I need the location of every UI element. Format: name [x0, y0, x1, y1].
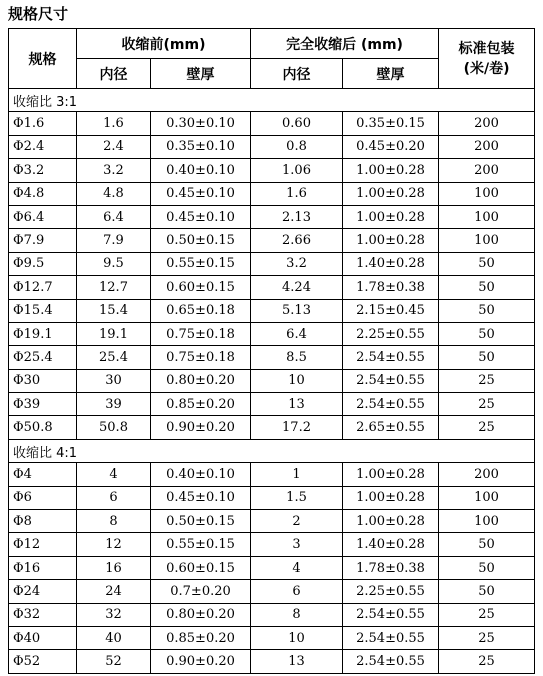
cell-after-id: 1.5: [251, 486, 343, 509]
cell-before-wall: 0.80±0.20: [151, 603, 251, 626]
cell-after-wall: 0.45±0.20: [343, 135, 439, 158]
cell-after-id: 2.66: [251, 229, 343, 252]
cell-after-id: 10: [251, 369, 343, 392]
cell-after-wall: 2.25±0.55: [343, 580, 439, 603]
cell-before-id: 3.2: [77, 159, 151, 182]
cell-spec: Φ52: [9, 650, 77, 673]
cell-before-id: 9.5: [77, 252, 151, 275]
header-spec: 规格: [9, 29, 77, 89]
cell-after-wall: 2.54±0.55: [343, 346, 439, 369]
cell-before-wall: 0.55±0.15: [151, 533, 251, 556]
section-label: 收缩比 3:1: [9, 89, 535, 112]
table-body: [9, 89, 535, 674]
cell-after-id: 6: [251, 580, 343, 603]
cell-before-wall: 0.45±0.10: [151, 486, 251, 509]
cell-spec: Φ25.4: [9, 346, 77, 369]
cell-pack: 25: [439, 650, 535, 673]
header-standard-pack: [439, 29, 535, 89]
table-row: [9, 322, 535, 345]
cell-after-id: 13: [251, 650, 343, 673]
cell-after-wall: 2.54±0.55: [343, 369, 439, 392]
cell-after-wall: 1.00±0.28: [343, 159, 439, 182]
cell-before-wall: 0.85±0.20: [151, 626, 251, 649]
cell-before-id: 39: [77, 393, 151, 416]
section-label: 收缩比 4:1: [9, 439, 535, 462]
cell-before-id: 15.4: [77, 299, 151, 322]
cell-pack: 50: [439, 346, 535, 369]
table-row: [9, 393, 535, 416]
table-row: [9, 510, 535, 533]
cell-after-wall: 2.25±0.55: [343, 322, 439, 345]
cell-after-wall: 1.00±0.28: [343, 229, 439, 252]
cell-after-wall: 1.00±0.28: [343, 510, 439, 533]
cell-after-wall: 2.65±0.55: [343, 416, 439, 439]
section-row: [9, 89, 535, 112]
table-row: [9, 229, 535, 252]
table-row: [9, 159, 535, 182]
cell-before-wall: 0.55±0.15: [151, 252, 251, 275]
table-row: [9, 603, 535, 626]
cell-after-id: 1.6: [251, 182, 343, 205]
cell-after-wall: 1.00±0.28: [343, 486, 439, 509]
table-row: [9, 252, 535, 275]
cell-after-wall: 0.35±0.15: [343, 112, 439, 135]
cell-pack: 50: [439, 580, 535, 603]
cell-after-id: 10: [251, 626, 343, 649]
page-title: 规格尺寸: [8, 5, 69, 23]
cell-pack: 25: [439, 393, 535, 416]
cell-spec: Φ8: [9, 510, 77, 533]
header-pack-line1: 标准包装: [458, 40, 515, 57]
cell-after-id: 4.24: [251, 276, 343, 299]
header-after-wall: 壁厚: [343, 59, 439, 89]
cell-after-id: 2: [251, 510, 343, 533]
table-row: [9, 580, 535, 603]
table-row: [9, 112, 535, 135]
cell-before-wall: 0.35±0.10: [151, 135, 251, 158]
cell-before-id: 4: [77, 463, 151, 486]
cell-spec: Φ6.4: [9, 205, 77, 228]
table-row: [9, 205, 535, 228]
cell-pack: 100: [439, 486, 535, 509]
cell-before-wall: 0.85±0.20: [151, 393, 251, 416]
cell-after-id: 6.4: [251, 322, 343, 345]
cell-before-wall: 0.30±0.10: [151, 112, 251, 135]
cell-before-id: 24: [77, 580, 151, 603]
spec-table: [8, 28, 535, 674]
cell-spec: Φ4: [9, 463, 77, 486]
cell-before-id: 6: [77, 486, 151, 509]
cell-before-id: 50.8: [77, 416, 151, 439]
section-row: [9, 439, 535, 462]
cell-after-wall: 1.00±0.28: [343, 182, 439, 205]
header-after-shrink: 完全收缩后 (mm): [251, 29, 439, 59]
cell-before-wall: 0.75±0.18: [151, 346, 251, 369]
cell-before-id: 16: [77, 556, 151, 579]
cell-spec: Φ1.6: [9, 112, 77, 135]
cell-pack: 200: [439, 463, 535, 486]
cell-before-wall: 0.7±0.20: [151, 580, 251, 603]
cell-before-wall: 0.50±0.15: [151, 229, 251, 252]
cell-before-id: 6.4: [77, 205, 151, 228]
cell-before-wall: 0.40±0.10: [151, 159, 251, 182]
cell-pack: 200: [439, 112, 535, 135]
cell-spec: Φ3.2: [9, 159, 77, 182]
cell-after-wall: 1.78±0.38: [343, 276, 439, 299]
cell-after-wall: 2.54±0.55: [343, 603, 439, 626]
cell-pack: 50: [439, 276, 535, 299]
table-row: [9, 416, 535, 439]
cell-before-id: 30: [77, 369, 151, 392]
cell-before-wall: 0.65±0.18: [151, 299, 251, 322]
cell-pack: 100: [439, 229, 535, 252]
cell-pack: 200: [439, 135, 535, 158]
cell-pack: 25: [439, 369, 535, 392]
cell-after-id: 4: [251, 556, 343, 579]
cell-pack: 50: [439, 556, 535, 579]
header-pack-line2: (米/卷): [463, 60, 510, 77]
cell-after-wall: 2.54±0.55: [343, 626, 439, 649]
cell-before-id: 52: [77, 650, 151, 673]
cell-before-wall: 0.50±0.15: [151, 510, 251, 533]
cell-after-id: 8: [251, 603, 343, 626]
cell-after-id: 17.2: [251, 416, 343, 439]
cell-before-id: 12: [77, 533, 151, 556]
cell-spec: Φ12.7: [9, 276, 77, 299]
cell-after-id: 1: [251, 463, 343, 486]
table-row: [9, 299, 535, 322]
cell-pack: 50: [439, 299, 535, 322]
cell-pack: 100: [439, 510, 535, 533]
cell-before-id: 12.7: [77, 276, 151, 299]
table-row: [9, 650, 535, 673]
table-row: [9, 533, 535, 556]
cell-spec: Φ50.8: [9, 416, 77, 439]
cell-pack: 100: [439, 205, 535, 228]
table-header: [9, 29, 535, 89]
cell-spec: Φ9.5: [9, 252, 77, 275]
header-before-shrink: 收缩前(mm): [77, 29, 251, 59]
cell-before-id: 7.9: [77, 229, 151, 252]
cell-before-id: 4.8: [77, 182, 151, 205]
cell-before-wall: 0.40±0.10: [151, 463, 251, 486]
cell-spec: Φ6: [9, 486, 77, 509]
header-before-wall: 壁厚: [151, 59, 251, 89]
cell-pack: 25: [439, 416, 535, 439]
table-row: [9, 463, 535, 486]
cell-before-wall: 0.60±0.15: [151, 556, 251, 579]
cell-before-wall: 0.60±0.15: [151, 276, 251, 299]
cell-after-id: 3: [251, 533, 343, 556]
cell-after-wall: 1.40±0.28: [343, 533, 439, 556]
cell-before-wall: 0.45±0.10: [151, 205, 251, 228]
cell-before-id: 40: [77, 626, 151, 649]
cell-after-wall: 2.15±0.45: [343, 299, 439, 322]
cell-before-id: 25.4: [77, 346, 151, 369]
cell-before-wall: 0.75±0.18: [151, 322, 251, 345]
table-row: [9, 182, 535, 205]
table-row: [9, 556, 535, 579]
cell-pack: 25: [439, 626, 535, 649]
cell-spec: Φ24: [9, 580, 77, 603]
cell-pack: 50: [439, 533, 535, 556]
cell-before-wall: 0.45±0.10: [151, 182, 251, 205]
cell-after-wall: 1.00±0.28: [343, 205, 439, 228]
cell-pack: 25: [439, 603, 535, 626]
cell-after-wall: 2.54±0.55: [343, 393, 439, 416]
cell-after-id: 1.06: [251, 159, 343, 182]
cell-spec: Φ15.4: [9, 299, 77, 322]
cell-after-id: 0.60: [251, 112, 343, 135]
cell-after-wall: 1.00±0.28: [343, 463, 439, 486]
cell-after-id: 0.8: [251, 135, 343, 158]
cell-before-wall: 0.90±0.20: [151, 650, 251, 673]
table-row: [9, 626, 535, 649]
cell-pack: 100: [439, 182, 535, 205]
cell-spec: Φ2.4: [9, 135, 77, 158]
header-after-id: 内径: [251, 59, 343, 89]
cell-after-id: 5.13: [251, 299, 343, 322]
cell-before-wall: 0.80±0.20: [151, 369, 251, 392]
cell-spec: Φ39: [9, 393, 77, 416]
cell-after-wall: 1.78±0.38: [343, 556, 439, 579]
cell-spec: Φ12: [9, 533, 77, 556]
cell-spec: Φ30: [9, 369, 77, 392]
cell-pack: 200: [439, 159, 535, 182]
cell-before-wall: 0.90±0.20: [151, 416, 251, 439]
cell-after-id: 2.13: [251, 205, 343, 228]
cell-before-id: 32: [77, 603, 151, 626]
cell-before-id: 2.4: [77, 135, 151, 158]
cell-spec: Φ16: [9, 556, 77, 579]
cell-pack: 50: [439, 252, 535, 275]
cell-spec: Φ40: [9, 626, 77, 649]
header-before-id: 内径: [77, 59, 151, 89]
table-row: [9, 135, 535, 158]
cell-before-id: 8: [77, 510, 151, 533]
cell-after-id: 13: [251, 393, 343, 416]
cell-spec: Φ19.1: [9, 322, 77, 345]
cell-before-id: 19.1: [77, 322, 151, 345]
cell-spec: Φ32: [9, 603, 77, 626]
cell-spec: Φ4.8: [9, 182, 77, 205]
cell-after-wall: 1.40±0.28: [343, 252, 439, 275]
cell-after-id: 3.2: [251, 252, 343, 275]
table-row: [9, 486, 535, 509]
cell-spec: Φ7.9: [9, 229, 77, 252]
cell-before-id: 1.6: [77, 112, 151, 135]
cell-after-id: 8.5: [251, 346, 343, 369]
cell-pack: 50: [439, 322, 535, 345]
cell-after-wall: 2.54±0.55: [343, 650, 439, 673]
table-row: [9, 346, 535, 369]
table-row: [9, 369, 535, 392]
table-row: [9, 276, 535, 299]
